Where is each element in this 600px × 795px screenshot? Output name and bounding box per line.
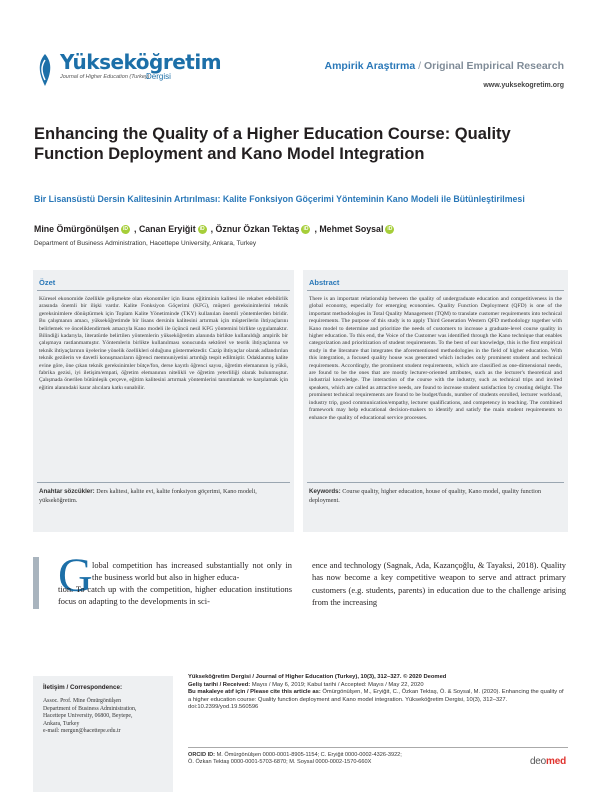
publisher-a: deo (529, 756, 547, 767)
keywords-en (309, 488, 562, 505)
decorative-bar (33, 557, 39, 609)
author-name: Öznur Özkan Tektaş (215, 224, 300, 234)
logo-wordmark: Yükseköğretim (60, 50, 222, 74)
abstract-tr-text: Küresel ekonomide özellikle gelişmekte olan ekonomiler için lisans eğitiminin kalitesi ile rekabet edebilirlik arasında önemli bir ilişki vardır. Kalite Fonksiyon Göçerimi (KFG), müşteri gereksinimlerini teknik gereksinimlere dönüştürmek için Toplam Kalite Yönetiminde (TKY) kullanılan önemli yöntemlerden biridir. Bu çalışmanın amacı, yükseköğretimde bir lisans dersinin kalitesini artırmak için müşterilerin ihtiyaçlarını belirlemek ve önceliklendirmek amacıyla Kano modeli ile üçüncü nesil KFG yöntemini birlikte uygulamaktır. Bilindiği kadarıyla, literatürde belirtilen yöntemlerin yükseköğretim alanında birlikte kullanıldığı ampirik bir çalışmaya rastlanmamıştır. Yöntemlerin birlikte kullanılması sonucunda sektörel ve teorik ihtiyaçlarına ve teknik ihtiyaçlarının üyelerine yönelik özellikleri olduğunu göstermektedir. Cazip ihtiyaçlar olarak adlandırılan teknik gezilerin ve davetli konuşmacıların öğrenci memnuniyetini artırdığı tespit edilmiştir. Odaklanmış kalite evine göre, öne çıkan teknik gereksinimler bütçe/fon, derse kayıtlı öğrenci sayısı, öğretim elemanının iş yükü, fabrika gezisi, iyi iletişim/empati, öğretim elemanının nitelikli ve öğretim yeterliliği olarak bulunmuştur. Çalışmada önerilen bütünleşik çerçeve, eğitim kalitesini artırmak yöntemlerini tanımlamak ve karşılamak için eğitim alanındaki karar alıcılara katkı sunabilir. (39, 296, 288, 391)
correspondence-line: Ankara, Turkey (43, 720, 80, 727)
correspondence-heading: İletişim / Correspondence: (43, 684, 123, 691)
author-list: Mine Ömürgönülşen iD , Canan Eryiğit iD , Öznur Özkan Tektaş iD , Mehmet Soysal iD (34, 224, 393, 234)
divider (307, 290, 564, 291)
correspondence-line: Assoc. Prof. Mine Ömürgönülşen (43, 698, 121, 704)
logo-subtitle: Journal of Higher Education (Turkey) (60, 74, 150, 80)
correspondence-email[interactable]: e-mail: mergun@hacettepe.edu.tr (43, 728, 121, 735)
orcid-icon[interactable]: iD (387, 226, 393, 233)
orcid-line: Ö. Özkan Tektaş 0000-0001-5703-6870; M. Soysal 0000-0002-1570-660X (188, 759, 372, 766)
orcid-ids (188, 752, 488, 767)
author-name: Mehmet Soysal (319, 224, 384, 234)
abstract-en-heading: Abstract (309, 278, 340, 287)
orcid-icon[interactable]: iD (199, 226, 205, 233)
body-text-right: ence and technology (Sagnak, Ada, Kazançoğlu, & Tayaksi, 2018). Quality has now become a key competitive weapon to serve and attract primary customers (e.g. students, parents) in education due to the challenge arising from the increasing (312, 561, 566, 608)
correspondence-box (33, 676, 173, 792)
publisher-b: med (546, 756, 566, 767)
section-tr: Ampirik Araştırma (324, 60, 416, 72)
article-title: Enhancing the Quality of a Higher Education Course: Quality Function Deployment and Kano Model Integration (34, 125, 511, 163)
drop-cap: G (58, 549, 93, 602)
author-name: Mine Ömürgönülşen (34, 224, 120, 234)
keywords-tr-text: Ders kalitesi, kalite evi, kalite fonksiyon göçerimi, Kano modeli, yükseköğretim. (39, 488, 257, 504)
orcid-line: M. Ömürgönülşen 0000-0001-8905-1154; C. Eryiğit 0000-0002-4326-3922; (216, 752, 402, 758)
dates: Mayıs / May 6, 2019; Kabul tarihi / Accepted: Mayıs / May 22, 2020 (251, 681, 424, 688)
correspondence-line: Department of Business Administration, (43, 705, 137, 712)
publisher-logo (530, 756, 566, 767)
cite-label: Bu makaleye atıf için / Please cite this article as: (188, 689, 321, 696)
orcid-icon[interactable]: iD (123, 226, 129, 233)
article-meta (188, 674, 568, 712)
section-label (325, 60, 564, 72)
journal-logo (34, 50, 222, 100)
author-name: Canan Eryiğit (138, 224, 196, 234)
abstract-tr-box (33, 270, 294, 532)
journal-url[interactable]: www.yuksekogretim.org (483, 82, 564, 89)
abstract-en-text: There is an important relationship between the quality of undergraduate education and competitiveness in the global economy, especially for emerging economies. Quality Function Deployment (QFD) is one of the important methodologies in Total Quality Management (TQM) to translate customer requirements into technical requirements. The purpose of this study is to apply Third Generation Western QFD methodology together with Kano model to determine and prioritize the needs of customers to increase a graduate-level course quality in higher education. To this end, the Voice of the Customer was identified through the Kano technique that enables categorization and prioritization of student requirements. To the best of our knowledge, this is the first empirical study in the literature that integrates the aforementioned methodologies in the field of higher education. With this integration, a focused quality house was generated which includes only prominent student and technical requirements. Accordingly, the prominent student requirements, which are classified as one-dimensional needs, are found to be the ones that are mostly lecturer-oriented attributes, such as the lecturer's theoretical and industrial knowledge. The interaction of the course with the industry, such as technical trips and invited speakers, which are called as attractive needs, are found to increase student satisfaction by creating delight. The prominent technical requirements are found to be budget/funds, number of students enrolled, lecturer workload, industry trip, good communication/empathy, lecturer qualifications, and competency in teaching. The combined framework may help educational decision-makers to identify and satisfy the main student requirements to enhance the quality of educational service processes. (309, 296, 562, 421)
logo-dergisi: Dergisi (146, 72, 171, 81)
orcid-label: ORCID ID: (188, 752, 216, 758)
keywords-tr-label: Anahtar sözcükler: (39, 488, 95, 495)
abstract-tr-heading: Özet (39, 278, 56, 287)
divider (307, 482, 564, 483)
divider (37, 482, 290, 483)
divider (188, 747, 568, 748)
body-text-first: lobal competition has increased substantially not only in the business world but also in higher educa- (92, 561, 292, 583)
correspondence-line: Hacettepe University, 06800, Beytepe, (43, 713, 133, 720)
cite-text: Ömürgönülşen, M., Eryiğit, C., Özkan Tektaş, Ö. & Soysal, M. (2020). Enhancing the quality of a higher education course: Quality function deployment and Kano model integration. Yükseköğretim Dergisi, 10(3), 312–327. doi:10.2399/yod.19.560596 (188, 689, 564, 711)
orcid-icon[interactable]: iD (303, 226, 309, 233)
body-text-left: tion. To catch up with the competition, higher education institutions focus on adapting to the developments in sci- (58, 585, 292, 607)
keywords-en-text: Course quality, higher education, house of quality, Kano model, quality function deployment. (309, 488, 542, 504)
journal-citation: Yükseköğretim Dergisi / Journal of Higher Education (Turkey), 10(3), 312–327. © 2020 Deomed (188, 674, 447, 680)
abstract-en-box (303, 270, 568, 532)
dates-label: Geliş tarihi / Received: (188, 681, 251, 688)
section-sep: / (415, 60, 424, 72)
section-en: Original Empirical Research (423, 60, 564, 72)
divider (37, 290, 290, 291)
logo-mark-icon (34, 52, 56, 88)
affiliation: Department of Business Administration, Hacettepe University, Ankara, Turkey (34, 240, 257, 247)
keywords-tr (39, 488, 288, 505)
article-title-tr: Bir Lisansüstü Dersin Kalitesinin Artırılması: Kalite Fonksiyon Göçerimi Yönteminin Kano Modeli ile Bütünleştirilmesi (34, 194, 525, 204)
keywords-en-label: Keywords: (309, 488, 341, 495)
